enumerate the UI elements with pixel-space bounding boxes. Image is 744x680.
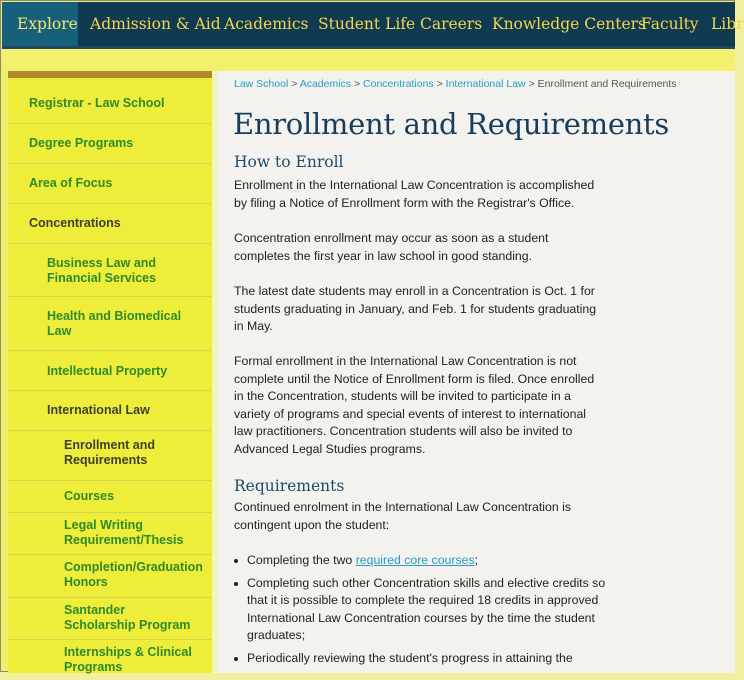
nav-faculty[interactable]: Faculty	[641, 15, 699, 33]
list-item	[234, 575, 606, 645]
sidebar	[8, 71, 217, 673]
section-heading-requirements: Requirements	[234, 477, 345, 495]
bullet-icon	[234, 559, 238, 563]
nav-knowledge-centers[interactable]: Knowledge Centers	[492, 15, 647, 33]
list-item-text: ;	[474, 553, 479, 567]
paragraph-enroll-3: The latest date students may enroll in a Concentration is Oct. 1 for students graduating in January, and Feb. 1 for students graduating in May.	[234, 284, 597, 334]
top-navigation	[2, 2, 744, 49]
section-heading-how-to-enroll: How to Enroll	[234, 153, 344, 171]
header-band	[2, 49, 735, 71]
list-item-text: Periodically reviewing the student's progress in attaining the	[247, 650, 573, 665]
sidebar-item-label: Area of Focus	[29, 176, 113, 190]
list-item	[234, 552, 606, 570]
sidebar-item-label: Health and Biomedical Law	[47, 309, 182, 338]
sidebar-item-international-law[interactable]	[8, 391, 212, 431]
nav-academics[interactable]: Academics	[224, 15, 309, 33]
sidebar-item-label: Courses	[64, 489, 115, 503]
sidebar-top-bar	[8, 71, 217, 78]
breadcrumb-separator: >	[436, 78, 443, 90]
sidebar-item-santander-scholarship[interactable]	[8, 598, 212, 640]
sidebar-item-degree-programs[interactable]	[8, 124, 212, 164]
sidebar-item-label: Legal Writing Requirement/Thesis	[64, 518, 184, 547]
required-core-courses-link[interactable]: required core courses	[355, 553, 475, 567]
requirements-list	[234, 552, 606, 673]
sidebar-item-label: Enrollment and Requirements	[64, 438, 155, 467]
sidebar-item-courses[interactable]	[8, 481, 212, 513]
breadcrumb-international-law[interactable]: International Law	[445, 78, 526, 90]
nav-careers[interactable]: Careers	[420, 15, 483, 33]
list-item-text: Completing such other Concentration skills and elective credits so that it is possible to complete the required 18 credits in approved International Law Concentration courses by the time the student graduates;	[247, 575, 606, 643]
paragraph-enroll-1: Enrollment in the International Law Concentration is accomplished by filing a Notice of Enrollment form with the Registrar's Office.	[234, 178, 595, 210]
sidebar-item-label: Intellectual Property	[47, 364, 168, 378]
sidebar-item-label: Business Law and Financial Services	[47, 256, 157, 285]
main-content	[217, 71, 735, 673]
paragraph-requirements-intro: Continued enrolment in the International Law Concentration is contingent upon the student:	[234, 500, 572, 532]
sidebar-item-enrollment-requirements[interactable]	[8, 431, 212, 481]
sidebar-item-label: Degree Programs	[29, 136, 134, 150]
sidebar-item-area-of-focus[interactable]	[8, 164, 212, 204]
breadcrumb-current: Enrollment and Requirements	[537, 78, 677, 90]
sidebar-item-label: International Law	[47, 403, 150, 417]
breadcrumb-separator: >	[353, 78, 361, 90]
page-title: Enrollment and Requirements	[233, 107, 669, 141]
sidebar-item-label: Registrar - Law School	[29, 96, 165, 110]
sidebar-item-health-biomedical-law[interactable]	[8, 297, 212, 351]
list-item	[234, 650, 606, 668]
breadcrumb	[234, 78, 677, 90]
nav-explore[interactable]: Explore	[2, 2, 78, 46]
paragraph-enroll-4: Formal enrollment in the International Law Concentration is not complete until the Notice of Enrollment form is filed. Once enrolled in the Concentration, students will be invited to participate in a variety of programs and special events of interest to international law practitioners. Concentration students will also be invited to Advanced Legal Studies programs.	[234, 354, 595, 456]
list-item-text: Completing the two	[247, 553, 356, 567]
bullet-icon	[234, 582, 238, 586]
breadcrumb-law-school[interactable]: Law School	[234, 78, 289, 90]
sidebar-item-label: Completion/Graduation Honors	[64, 560, 203, 589]
nav-student-life[interactable]: Student Life	[318, 15, 416, 33]
sidebar-item-label: Concentrations	[29, 216, 121, 230]
sidebar-item-internships-clinical[interactable]	[8, 640, 212, 680]
breadcrumb-concentrations[interactable]: Concentrations	[363, 78, 434, 90]
breadcrumb-separator: >	[291, 78, 298, 90]
sidebar-item-concentrations[interactable]	[8, 204, 212, 244]
sidebar-item-intellectual-property[interactable]	[8, 351, 212, 391]
bullet-icon	[234, 657, 238, 661]
sidebar-item-business-law[interactable]	[8, 244, 212, 297]
sidebar-item-completion-honors[interactable]	[8, 555, 212, 598]
nav-admission-aid[interactable]: Admission & Aid	[90, 15, 221, 33]
sidebar-item-label: Santander Scholarship Program	[64, 603, 191, 632]
paragraph-enroll-2: Concentration enrollment may occur as soon as a student completes the first year in law school in good standing.	[234, 231, 549, 263]
breadcrumb-academics[interactable]: Academics	[299, 78, 352, 90]
sidebar-item-label: Internships & Clinical Programs	[64, 645, 192, 674]
sidebar-item-legal-writing[interactable]	[8, 513, 212, 555]
breadcrumb-separator: >	[528, 78, 535, 90]
nav-libraries[interactable]: Libr	[711, 15, 744, 33]
sidebar-item-registrar[interactable]	[8, 78, 212, 124]
